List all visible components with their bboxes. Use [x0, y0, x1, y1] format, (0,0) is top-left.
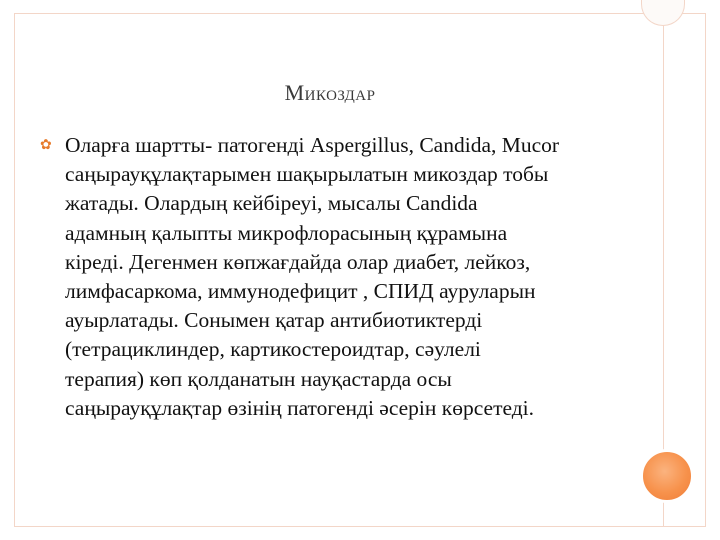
slide-title: Микоздар [284, 80, 376, 105]
bullet-text: Оларға шартты- патогенді Aspergillus, Candida, Mucor саңырауқұлақтарымен шақырылатын микоздар тобы жатады. Олардың кейбіреуі, мысалы Candida адамның қалыпты микрофлорасының құрамына кіреді. Дегенмен көпжағдайда олар диабет, лейкоз, лимфасаркома, иммунодефицит , СПИД ауруларын ауырлатады. Сонымен қатар антибиотиктерді (тетрациклиндер, картикостероидтар, сәулелі терапия) көп қолданатын науқастарда осы саңырауқұлақтар өзінің патогенді әсерін көрсетеді. [65, 133, 560, 420]
flower-bullet-icon: ✿ [40, 137, 52, 153]
decorative-orange-circle [640, 449, 694, 503]
